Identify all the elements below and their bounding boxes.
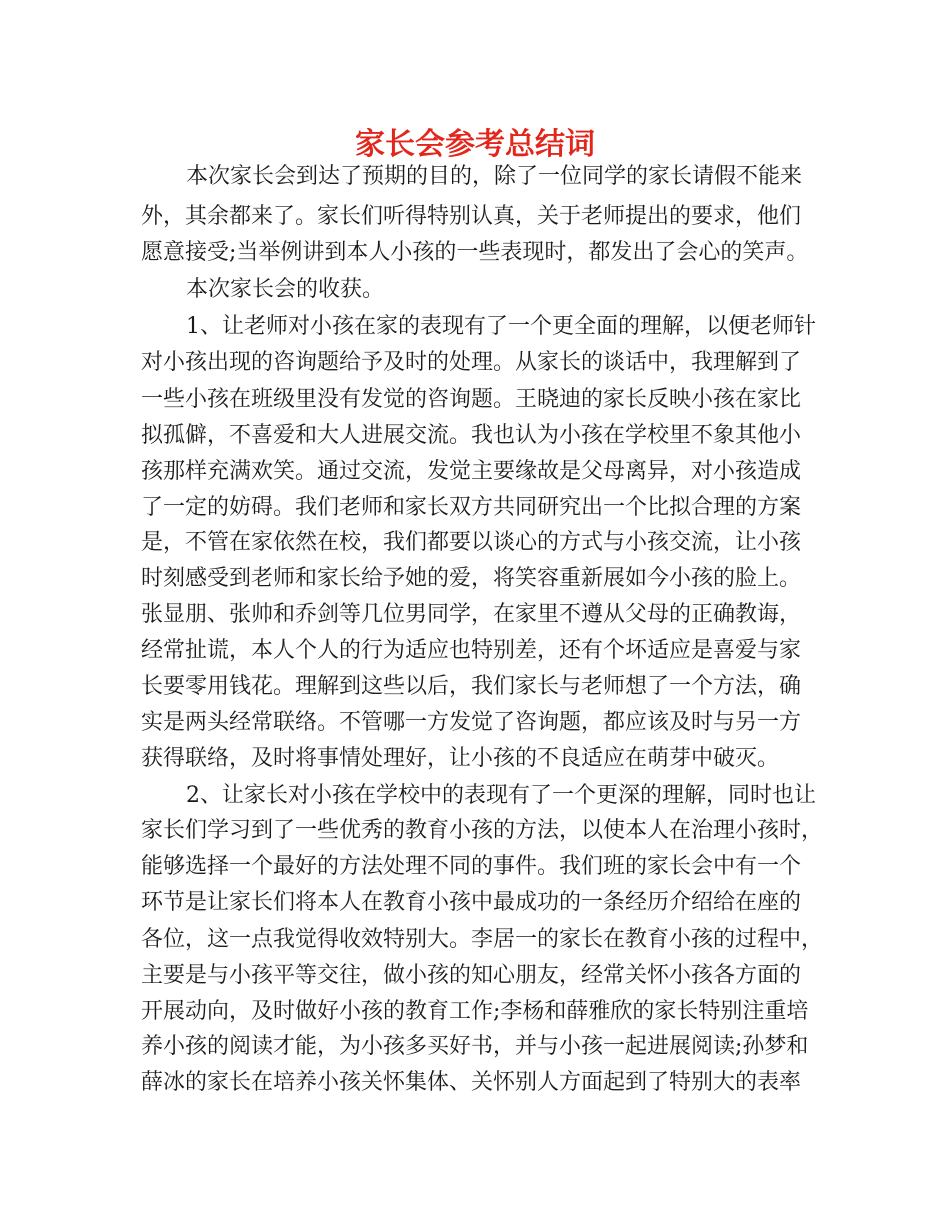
text-line: 本次家长会到达了预期的目的，除了一位同学的家长请假不能来 (186, 164, 803, 189)
text-line: 开展动向，及时做好小孩的教育工作;李杨和薛雅欣的家长特别注重培 (141, 999, 809, 1024)
text-line: 经常扯谎，本人个人的行为适应也特别差，还有个坏适应是喜爱与家 (141, 638, 802, 663)
text-line: 外，其余都来了。家长们听得特别认真，关于老师提出的要求，他们 (141, 204, 802, 229)
text-line: 养小孩的阅读才能，为小孩多买好书，并与小孩一起进展阅读;孙梦和 (141, 1034, 809, 1059)
text-line: 2、让家长对小孩在学校中的表现有了一个更深的理解，同时也让 (186, 783, 816, 808)
text-line: 了一定的妨碍。我们老师和家长双方共同研究出一个比拟合理的方案 (141, 495, 802, 520)
text-line: 实是两头经常联络。不管哪一方发觉了咨询题，都应该及时与另一方 (141, 710, 802, 735)
text-line: 张显朋、张帅和乔剑等几位男同学，在家里不遵从父母的正确教诲， (141, 602, 802, 627)
text-line: 拟孤僻，不喜爱和大人进展交流。我也认为小孩在学校里不象其他小 (141, 423, 802, 448)
document-title: 家长会参考总结词 (355, 127, 595, 162)
text-line: 1、让老师对小孩在家的表现有了一个更全面的理解，以便老师针 (186, 314, 816, 339)
text-line: 家长们学习到了一些优秀的教育小孩的方法，以使本人在治理小孩时， (141, 818, 824, 843)
text-line: 能够选择一个最好的方法处理不同的事件。我们班的家长会中有一个 (141, 854, 802, 879)
text-line: 各位，这一点我觉得收效特别大。李居一的家长在教育小孩的过程中， (141, 927, 824, 952)
text-line: 主要是与小孩平等交往，做小孩的知心朋友，经常关怀小孩各方面的 (141, 963, 802, 988)
text-line: 一些小孩在班级里没有发觉的咨询题。王晓迪的家长反映小孩在家比 (141, 387, 802, 412)
text-line: 获得联络，及时将事情处理好，让小孩的不良适应在萌芽中破灭。 (141, 746, 780, 771)
text-line: 长要零用钱花。理解到这些以后，我们家长与老师想了一个方法，确 (141, 674, 802, 699)
text-line: 环节是让家长们将本人在教育小孩中最成功的一条经历介绍给在座的 (141, 890, 802, 915)
text-line: 时刻感受到老师和家长给予她的爱，将笑容重新展如今小孩的脸上。 (141, 566, 802, 591)
text-line: 本次家长会的收获。 (186, 277, 385, 302)
text-line: 是，不管在家依然在校，我们都要以谈心的方式与小孩交流，让小孩 (141, 530, 802, 555)
text-line: 对小孩出现的咨询题给予及时的处理。从家长的谈话中，我理解到了 (141, 350, 802, 375)
text-line: 孩那样充满欢笑。通过交流，发觉主要缘故是父母离异，对小孩造成 (141, 459, 802, 484)
text-line: 愿意接受;当举例讲到本人小孩的一些表现时，都发出了会心的笑声。 (141, 240, 809, 265)
text-line: 薛冰的家长在培养小孩关怀集体、关怀别人方面起到了特别大的表率 (141, 1070, 802, 1095)
